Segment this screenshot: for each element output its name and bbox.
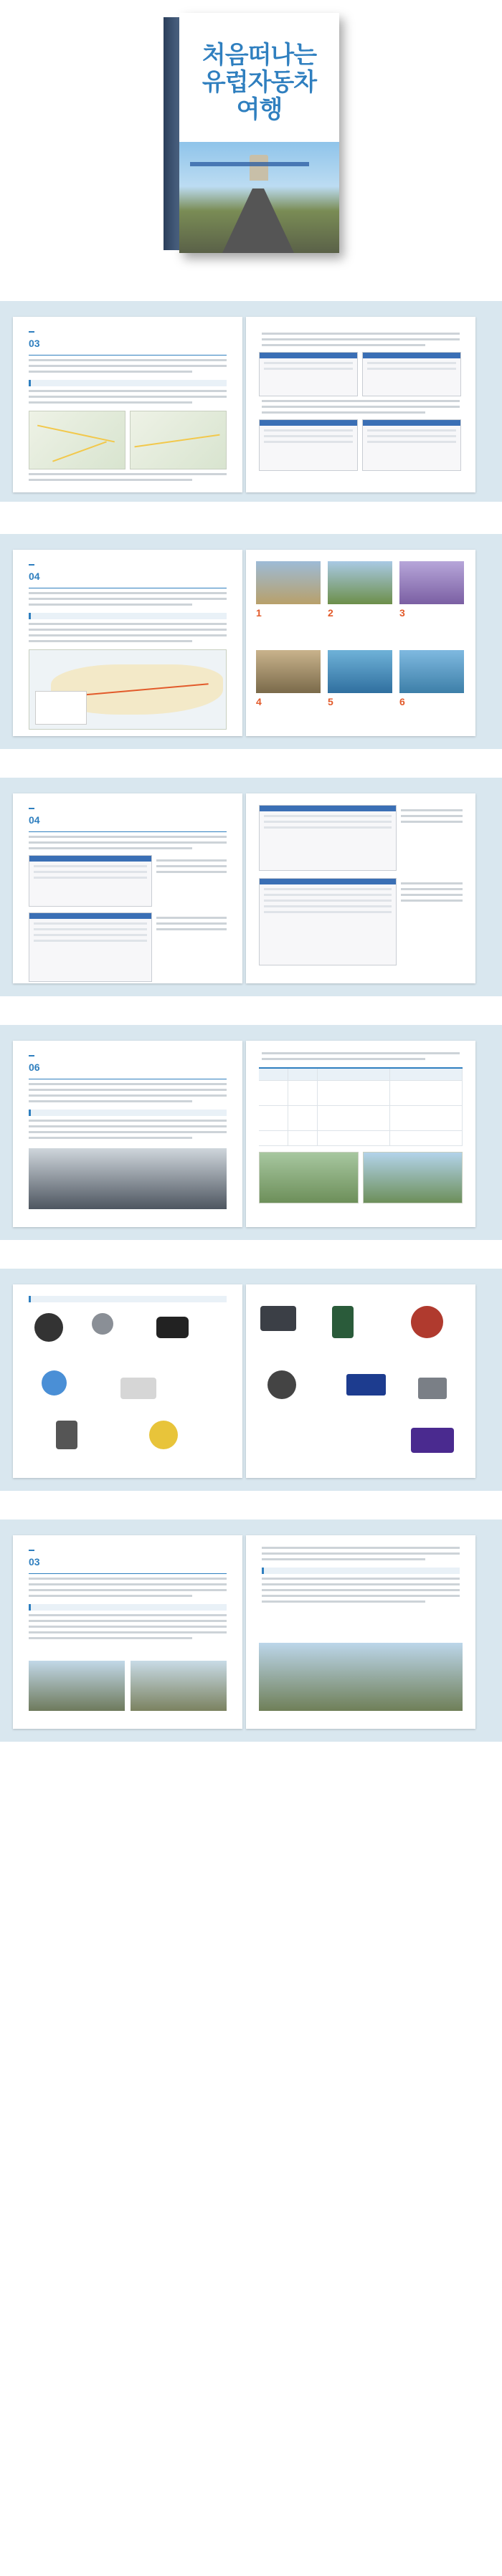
chapter-title	[29, 352, 227, 356]
gadget-photo	[267, 1370, 296, 1399]
road-photo	[131, 1661, 227, 1711]
arc-de-triomphe-shape	[250, 155, 268, 181]
gadget-photo	[42, 1370, 67, 1396]
spread-6-right-page	[246, 1535, 475, 1729]
chapter-number: 06	[29, 1062, 40, 1073]
chapter-title	[29, 1076, 227, 1079]
spread-3	[0, 778, 502, 996]
subheading-box	[29, 380, 227, 386]
gadget-photo	[411, 1428, 454, 1453]
subheading-box	[29, 1604, 227, 1611]
spread-1-right-page	[246, 317, 475, 492]
route-map	[29, 649, 227, 730]
spread-4-right-page	[246, 1041, 475, 1227]
spread-3-left-page	[13, 793, 242, 983]
cover-title-line-2: 유럽자동차	[202, 69, 317, 96]
subheading-box	[29, 613, 227, 619]
gadget-photo	[34, 1313, 63, 1342]
road-shape	[222, 189, 294, 253]
travel-photo	[256, 561, 321, 604]
photo-number: 6	[399, 696, 405, 707]
book-spine	[164, 17, 179, 250]
website-screenshot	[259, 805, 397, 871]
travel-photo	[399, 561, 464, 604]
gadget-photo	[332, 1306, 354, 1338]
book-3d	[164, 13, 339, 253]
travel-photo	[256, 650, 321, 693]
book-front-cover	[179, 13, 339, 253]
photo-number: 3	[399, 607, 405, 619]
part-label	[29, 564, 34, 566]
travel-photo	[399, 650, 464, 693]
spread-4	[0, 1025, 502, 1240]
chapter-number: 03	[29, 1556, 40, 1568]
cover-tagline	[190, 162, 309, 166]
gadget-photo	[56, 1421, 77, 1449]
spread-6	[0, 1520, 502, 1742]
navigation-screen	[363, 1152, 463, 1203]
gadget-photo	[411, 1306, 443, 1338]
spread-1	[0, 301, 502, 502]
gadget-photo	[418, 1378, 447, 1399]
map-image	[130, 411, 227, 469]
subheading-box	[29, 1110, 227, 1116]
cover-photo-champs-elysees	[179, 142, 339, 253]
cover-title-line-3: 여행	[236, 96, 283, 123]
website-screenshot	[29, 855, 152, 907]
chapter-title	[29, 829, 227, 832]
map-screenshot	[259, 352, 358, 396]
spread-6-left-page	[13, 1535, 242, 1729]
car-navigation-photo	[29, 1148, 227, 1209]
spread-5-right-page	[246, 1284, 475, 1478]
photo-number: 2	[328, 607, 333, 619]
spread-5-left-page	[13, 1284, 242, 1478]
gadget-photo	[260, 1306, 296, 1331]
gadget-photo	[346, 1374, 386, 1396]
book-cover-section	[0, 0, 502, 301]
cover-title	[179, 42, 339, 123]
gadget-photo	[120, 1378, 156, 1399]
part-label	[29, 1550, 34, 1551]
chapter-number: 04	[29, 571, 40, 582]
cover-title-line-1: 처음떠나는	[202, 42, 317, 69]
spread-1-left-page	[13, 317, 242, 492]
travel-photo	[328, 650, 392, 693]
subheading-box	[262, 1568, 460, 1574]
map-screenshot	[362, 419, 461, 471]
part-label	[29, 331, 34, 333]
spread-5	[0, 1269, 502, 1491]
spread-2-right-page	[246, 550, 475, 736]
part-label	[29, 1055, 34, 1056]
photo-number: 5	[328, 696, 333, 707]
chapter-title	[29, 585, 227, 588]
gadget-photo	[149, 1421, 178, 1449]
spread-4-left-page	[13, 1041, 242, 1227]
road-photo	[259, 1643, 463, 1711]
spread-2	[0, 534, 502, 749]
map-image	[29, 411, 126, 469]
website-screenshot	[259, 878, 397, 965]
spread-2-left-page	[13, 550, 242, 736]
photo-number: 1	[256, 607, 262, 619]
subheading-box	[29, 1296, 227, 1302]
chapter-number: 03	[29, 338, 40, 349]
part-label	[29, 808, 34, 809]
chapter-number: 04	[29, 814, 40, 826]
gadget-photo	[156, 1317, 189, 1338]
gadget-photo	[92, 1313, 113, 1335]
website-screenshot	[29, 912, 152, 982]
chapter-title	[29, 1570, 227, 1574]
map-screenshot	[259, 419, 358, 471]
road-photo	[29, 1661, 125, 1711]
navigation-screen	[259, 1152, 359, 1203]
travel-photo	[328, 561, 392, 604]
photo-number: 4	[256, 696, 262, 707]
comparison-table	[259, 1067, 463, 1146]
map-legend	[35, 691, 87, 725]
spread-3-right-page	[246, 793, 475, 983]
map-screenshot	[362, 352, 461, 396]
